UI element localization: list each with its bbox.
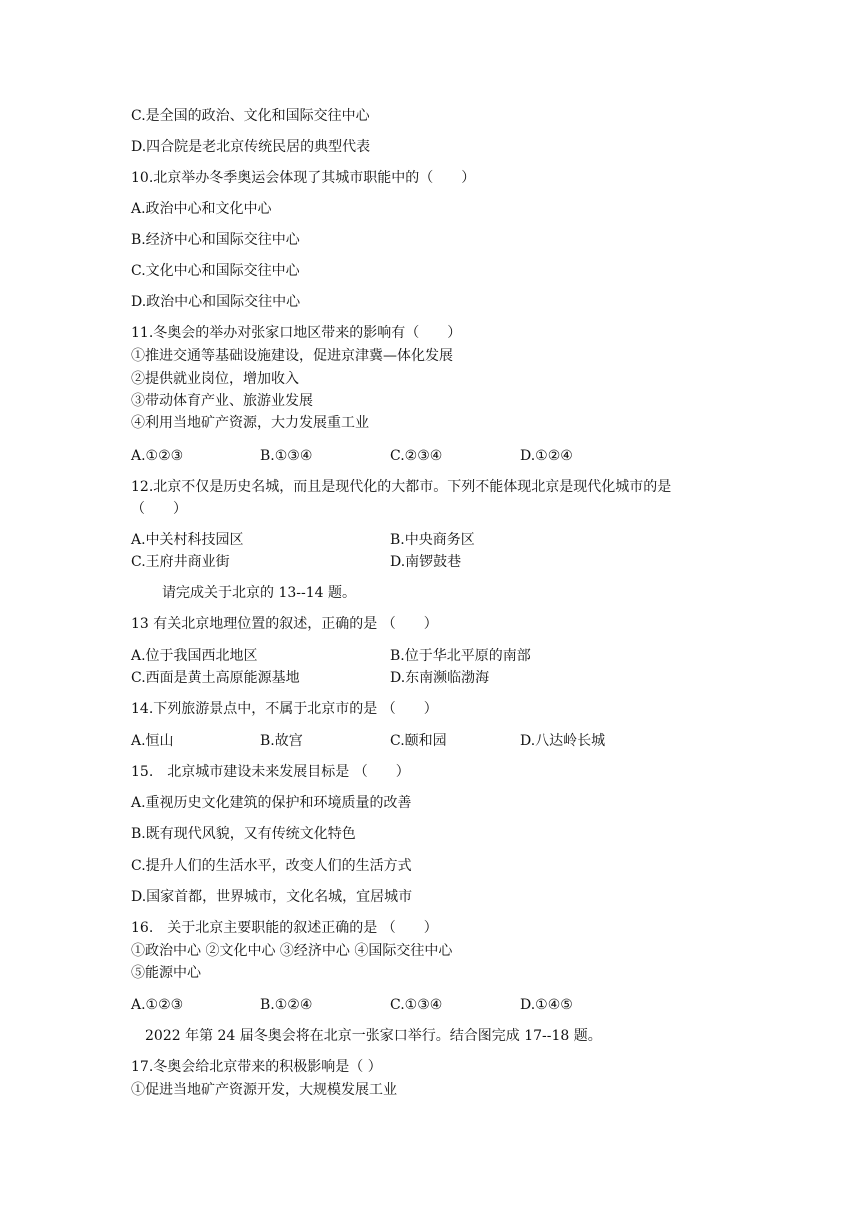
q11-option-a: A.①②③: [131, 448, 184, 464]
q13-option-c: C.西面是黄土高原能源基地: [131, 670, 300, 686]
q14-option-b: B.故宫: [260, 733, 303, 749]
q12-option-b: B.中央商务区: [390, 532, 475, 548]
q13-stem: 13 有关北京地理位置的叙述，正确的是 （ ）: [131, 616, 438, 632]
intro-17-18: 2022 年第 24 届冬奥会将在北京一张家口举行。结合图完成 17--18 题。: [145, 1028, 602, 1044]
q16-item-5: ⑤能源中心: [131, 965, 201, 981]
q16-option-a: A.①②③: [131, 997, 184, 1013]
q10-option-d: D.政治中心和国际交往中心: [131, 294, 301, 310]
q11-option-b: B.①③④: [260, 448, 313, 464]
q14-option-c: C.颐和园: [390, 733, 447, 749]
q17-item-1: ①促进当地矿产资源开发，大规模发展工业: [131, 1082, 397, 1098]
q10-option-b: B.经济中心和国际交往中心: [131, 232, 300, 248]
q14-stem: 14.下列旅游景点中，不属于北京市的是 （ ）: [131, 701, 438, 717]
q14-option-a: A.恒山: [131, 733, 174, 749]
q12-option-c: C.王府井商业街: [131, 554, 230, 570]
q14-option-d: D.八达岭长城: [520, 733, 606, 749]
q11-item-4: ④利用当地矿产资源，大力发展重工业: [131, 415, 369, 431]
q12-option-a: A.中关村科技园区: [131, 532, 244, 548]
q16-items: ①政治中心 ②文化中心 ③经济中心 ④国际交往中心: [131, 943, 453, 959]
q13-option-a: A.位于我国西北地区: [131, 648, 258, 664]
q12-stem: 12.北京不仅是历史名城，而且是现代化的大都市。下列不能体现北京是现代化城市的是: [131, 479, 672, 495]
q13-option-d: D.东南濒临渤海: [390, 670, 490, 686]
intro-13-14: 请完成关于北京的 13--14 题。: [162, 585, 356, 601]
q15-stem: 15. 北京城市建设未来发展目标是 （ ）: [131, 764, 410, 780]
q11-option-c: C.②③④: [390, 448, 443, 464]
q16-stem: 16. 关于北京主要职能的叙述正确的是 （ ）: [131, 920, 438, 936]
q16-option-b: B.①②④: [260, 997, 313, 1013]
q17-stem: 17.冬奥会给北京带来的积极影响是（ ）: [131, 1059, 382, 1075]
q11-item-1: ①推进交通等基础设施建设，促进京津冀—体化发展: [131, 348, 453, 364]
q11-option-d: D.①②④: [520, 448, 573, 464]
q11-stem: 11.冬奥会的举办对张家口地区带来的影响有（ ）: [131, 325, 462, 341]
q12-option-d: D.南锣鼓巷: [390, 554, 462, 570]
q10-option-a: A.政治中心和文化中心: [131, 201, 272, 217]
q12-paren: （ ）: [131, 501, 187, 517]
q10-option-c: C.文化中心和国际交往中心: [131, 263, 300, 279]
q10-stem: 10.北京举办冬季奥运会体现了其城市职能中的（ ）: [131, 170, 476, 186]
q11-item-3: ③带动体育产业、旅游业发展: [131, 393, 313, 409]
q15-option-a: A.重视历史文化建筑的保护和环境质量的改善: [131, 795, 412, 811]
q15-option-b: B.既有现代风貌，又有传统文化特色: [131, 826, 356, 842]
q13-option-b: B.位于华北平原的南部: [390, 648, 531, 664]
q15-option-c: C.提升人们的生活水平，改变人们的生活方式: [131, 858, 412, 874]
q9-option-c: C.是全国的政治、文化和国际交往中心: [131, 108, 370, 124]
q15-option-d: D.国家首都，世界城市，文化名城，宜居城市: [131, 889, 413, 905]
q9-option-d: D.四合院是老北京传统民居的典型代表: [131, 139, 371, 155]
q16-option-d: D.①④⑤: [520, 997, 573, 1013]
q16-option-c: C.①③④: [390, 997, 443, 1013]
q11-item-2: ②提供就业岗位，增加收入: [131, 371, 299, 387]
